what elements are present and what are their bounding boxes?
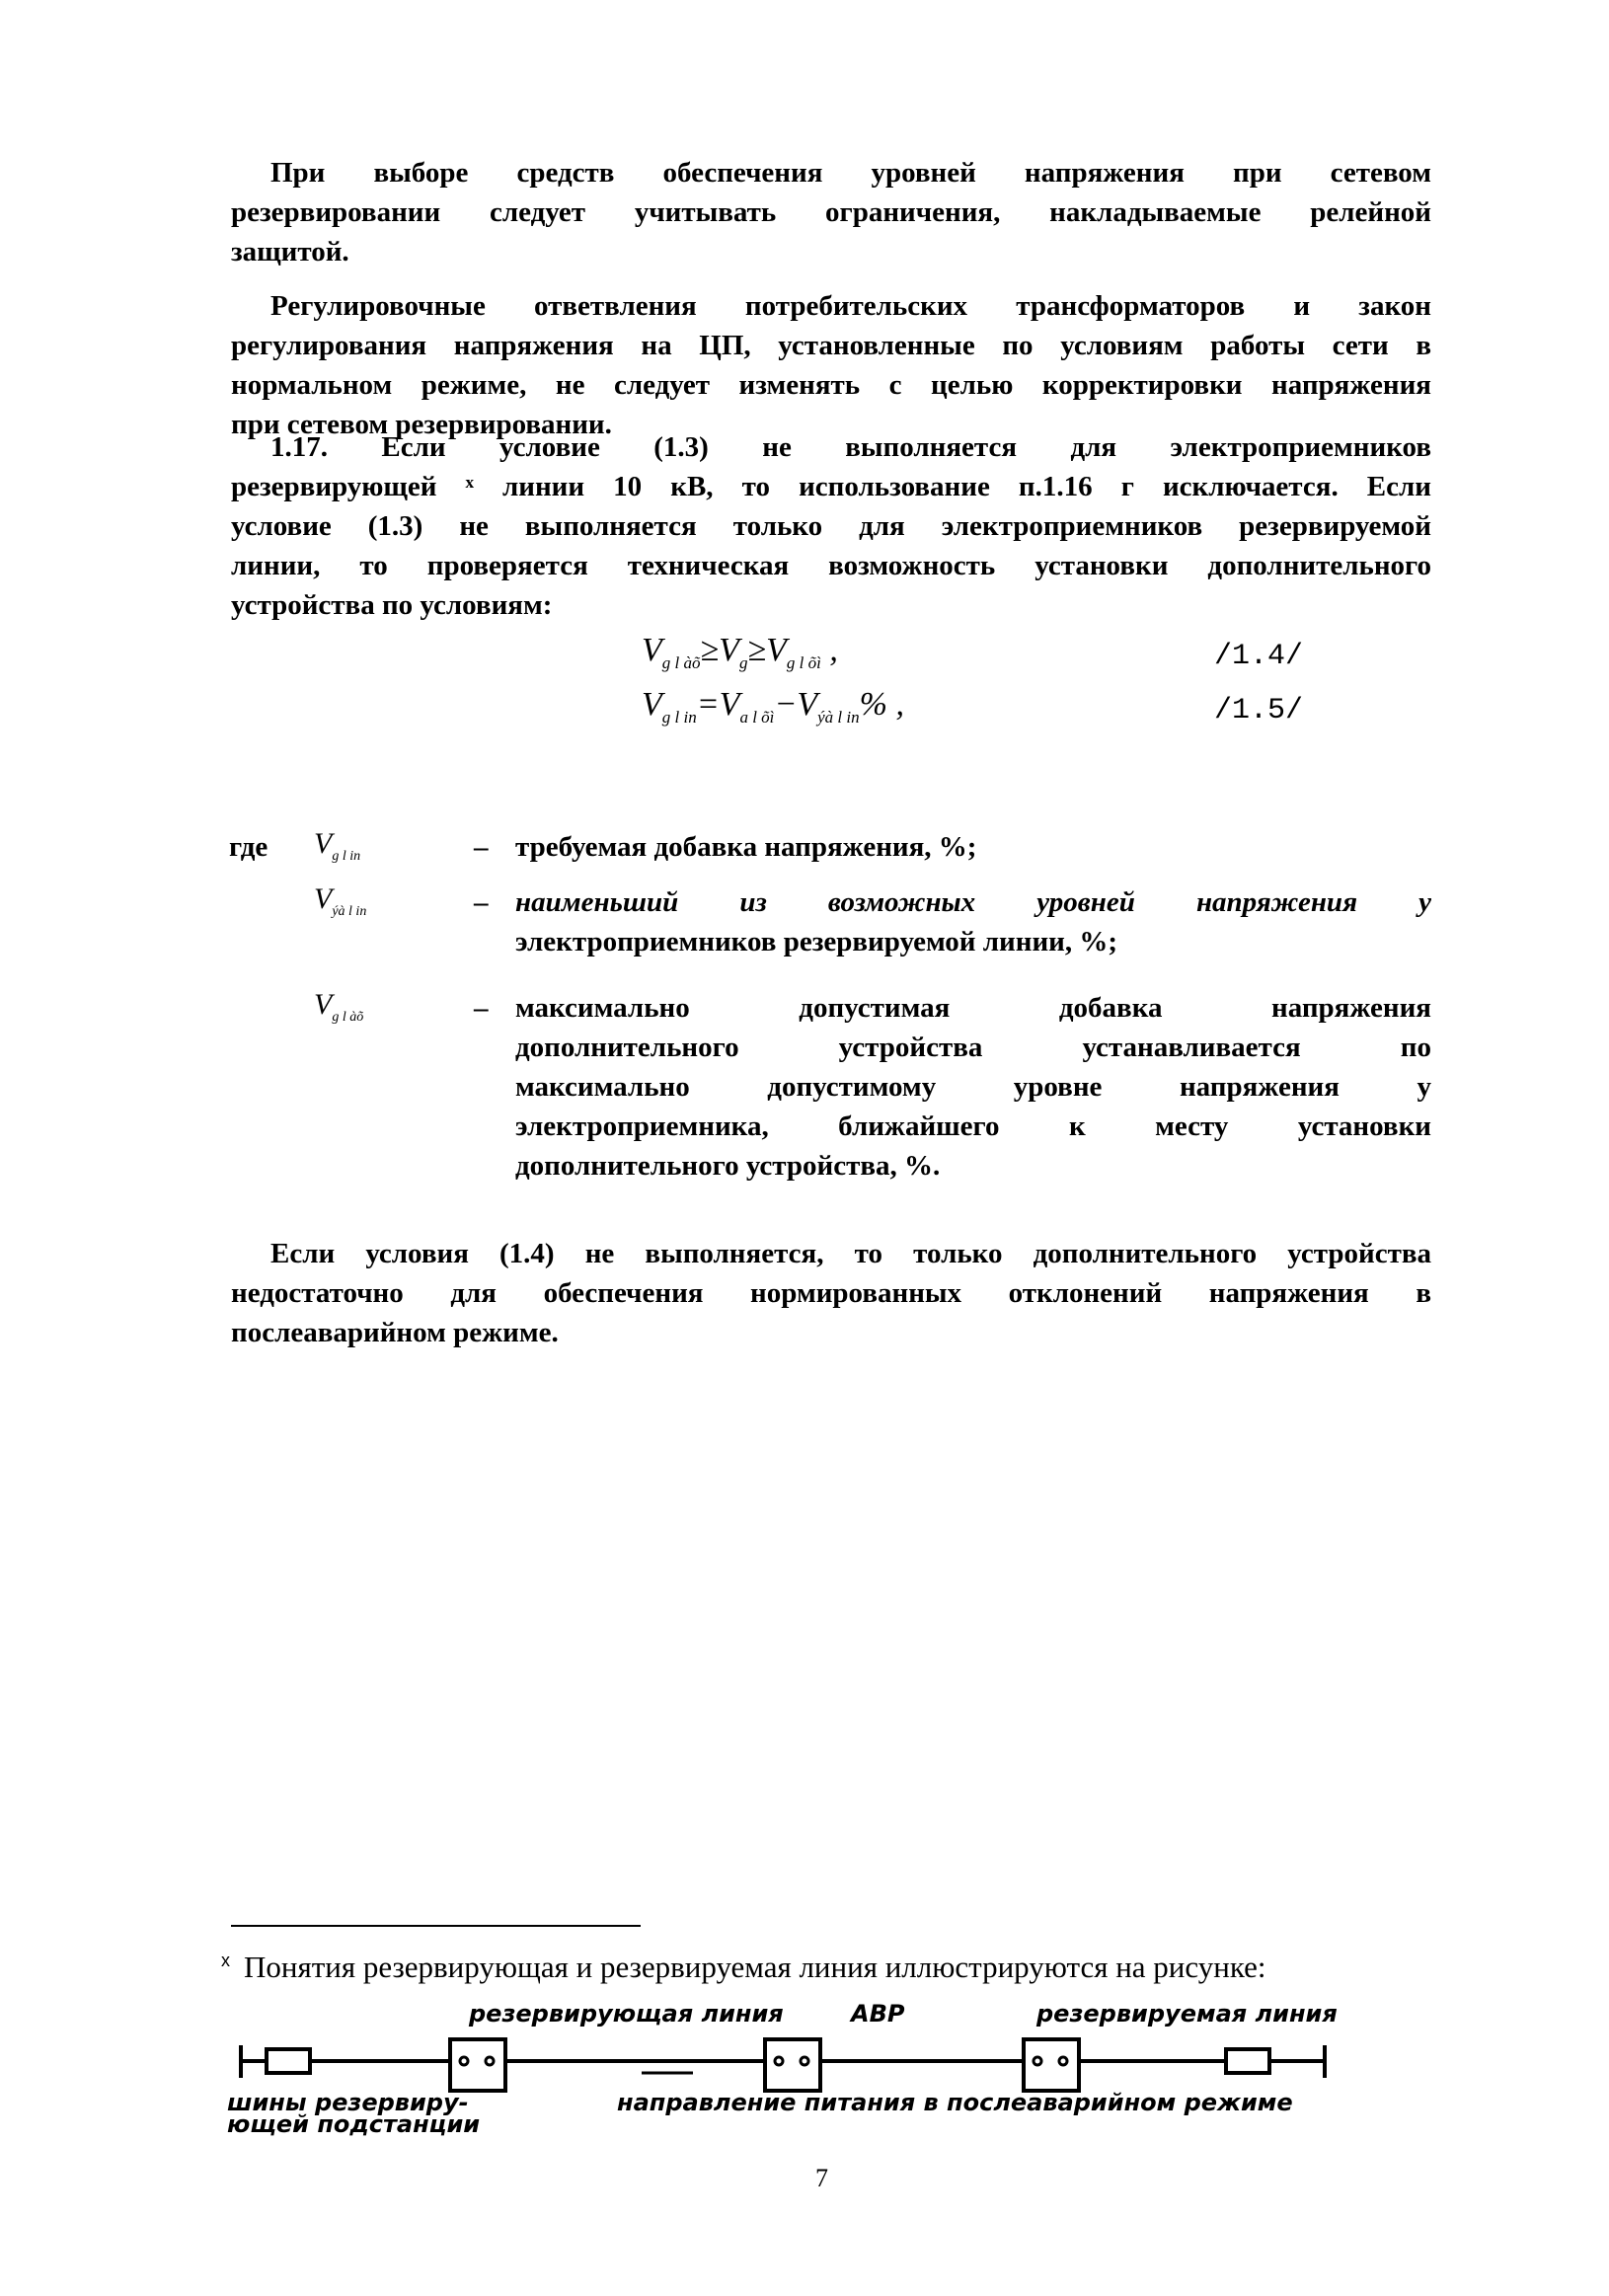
text-line: при сетевом резервировании. bbox=[231, 409, 612, 440]
text-line: При выборе средств обеспечения уровней напряжения при сетевом bbox=[270, 157, 1431, 189]
paragraph-conclusion bbox=[231, 1234, 1431, 1352]
definition-dash: – bbox=[474, 992, 489, 1024]
footnote-divider bbox=[231, 1925, 641, 1927]
definition-symbol: $V_{g l in}$ bbox=[314, 827, 361, 864]
fuse-right bbox=[1226, 2049, 1269, 2073]
text-line: линии, то проверяется техническая возможность установки дополнительного bbox=[231, 550, 1431, 581]
formula-1-4 bbox=[642, 632, 838, 673]
text-line: 1.17. Если условие (1.3) не выполняется для электроприемников bbox=[270, 431, 1431, 463]
formula-term: $V_{g l àõ}$ bbox=[642, 632, 701, 672]
formula-term: $\ge V_{g l õì}$ bbox=[747, 632, 821, 672]
text-line: защитой. bbox=[231, 236, 349, 268]
text-line: электроприемников резервируемой линии, %; bbox=[515, 926, 1118, 957]
text-line: резервирующей ˣ линии 10 кВ, то использование п.1.16 г исключается. Если bbox=[231, 471, 1431, 502]
page-number: 7 bbox=[815, 2164, 828, 2192]
text-line: максимально допустимому уровне напряжения у bbox=[515, 1071, 1431, 1103]
formula-term: $\ge V_g$ bbox=[700, 632, 748, 672]
definition-text bbox=[515, 827, 1431, 867]
formula-number-1-5: /1.5/ bbox=[1214, 694, 1304, 727]
formula-term: $=V_{a l õì}$ bbox=[696, 686, 775, 727]
label-reserving-line: резервирующая линия bbox=[469, 2000, 784, 2028]
formula-1-5 bbox=[642, 686, 904, 727]
definition-symbol: $V_{ýà l in}$ bbox=[314, 882, 367, 919]
text-line: дополнительного устройства, %. bbox=[515, 1150, 941, 1182]
switch-1 bbox=[450, 2039, 505, 2091]
text-line: нормальном режиме, не следует изменять с целью корректировки напряжения bbox=[231, 369, 1431, 401]
switch-3 bbox=[1024, 2039, 1079, 2091]
text-line: Регулировочные ответвления потребительских трансформаторов и закон bbox=[270, 290, 1431, 322]
formula-term: $-V_{ýà l in}$ bbox=[774, 686, 860, 727]
definition-dash: – bbox=[474, 831, 489, 863]
definition-text bbox=[515, 882, 1431, 961]
text-line: максимально допустимая добавка напряжения bbox=[515, 992, 1431, 1024]
text-line: наименьший из возможных уровней напряжения у bbox=[515, 886, 1431, 918]
label-reserved-line: резервируемая линия bbox=[1036, 2000, 1338, 2028]
footnote bbox=[221, 1950, 1266, 1985]
text-line: Если условия (1.4) не выполняется, то только дополнительного устройства bbox=[270, 1238, 1431, 1269]
definition-dash: – bbox=[474, 886, 489, 918]
footnote-mark: x bbox=[221, 1950, 230, 1970]
text-line: условие (1.3) не выполняется только для электроприемников резервируемой bbox=[231, 510, 1431, 542]
definition-symbol: $V_{g l àõ}$ bbox=[314, 988, 364, 1025]
paragraph-relay-protection bbox=[231, 153, 1431, 271]
definition-text bbox=[515, 988, 1431, 1186]
formula-term: $V_{g l in}$ bbox=[642, 686, 697, 727]
footnote-text: Понятия резервирующая и резервируемая линия иллюстрируются на рисунке: bbox=[244, 1950, 1266, 1984]
text-line: недостаточно для обеспечения нормированных отклонений напряжения в bbox=[231, 1277, 1431, 1309]
label-buses-2: ющей подстанции bbox=[227, 2110, 481, 2138]
text-line: регулирования напряжения на ЦП, установленные по условиям работы сети в bbox=[231, 330, 1431, 361]
text-line: резервировании следует учитывать ограничения, накладываемые релейной bbox=[231, 196, 1431, 228]
formula-term: % , bbox=[859, 686, 904, 723]
formula-term: , bbox=[820, 632, 838, 668]
reserve-line-diagram bbox=[227, 1994, 1412, 2142]
fuse-left bbox=[267, 2049, 310, 2073]
formula-number-1-4: /1.4/ bbox=[1214, 640, 1304, 673]
switch-avr bbox=[765, 2039, 820, 2091]
text-line: требуемая добавка напряжения, %; bbox=[515, 831, 977, 863]
paragraph-1-17 bbox=[231, 427, 1431, 625]
text-line: послеаварийном режиме. bbox=[231, 1317, 559, 1348]
paragraph-regulation-taps bbox=[231, 286, 1431, 444]
text-line: устройства по условиям: bbox=[231, 589, 553, 621]
label-direction: направление питания в послеаварийном режиме bbox=[617, 2089, 1293, 2116]
where-label: где bbox=[229, 831, 268, 863]
text-line: дополнительного устройства устанавливается по bbox=[515, 1032, 1431, 1063]
text-line: электроприемника, ближайшего к месту установки bbox=[515, 1110, 1431, 1142]
label-avr: АВР bbox=[851, 2000, 905, 2028]
label-buses-1: шины резервиру- bbox=[227, 2089, 469, 2116]
